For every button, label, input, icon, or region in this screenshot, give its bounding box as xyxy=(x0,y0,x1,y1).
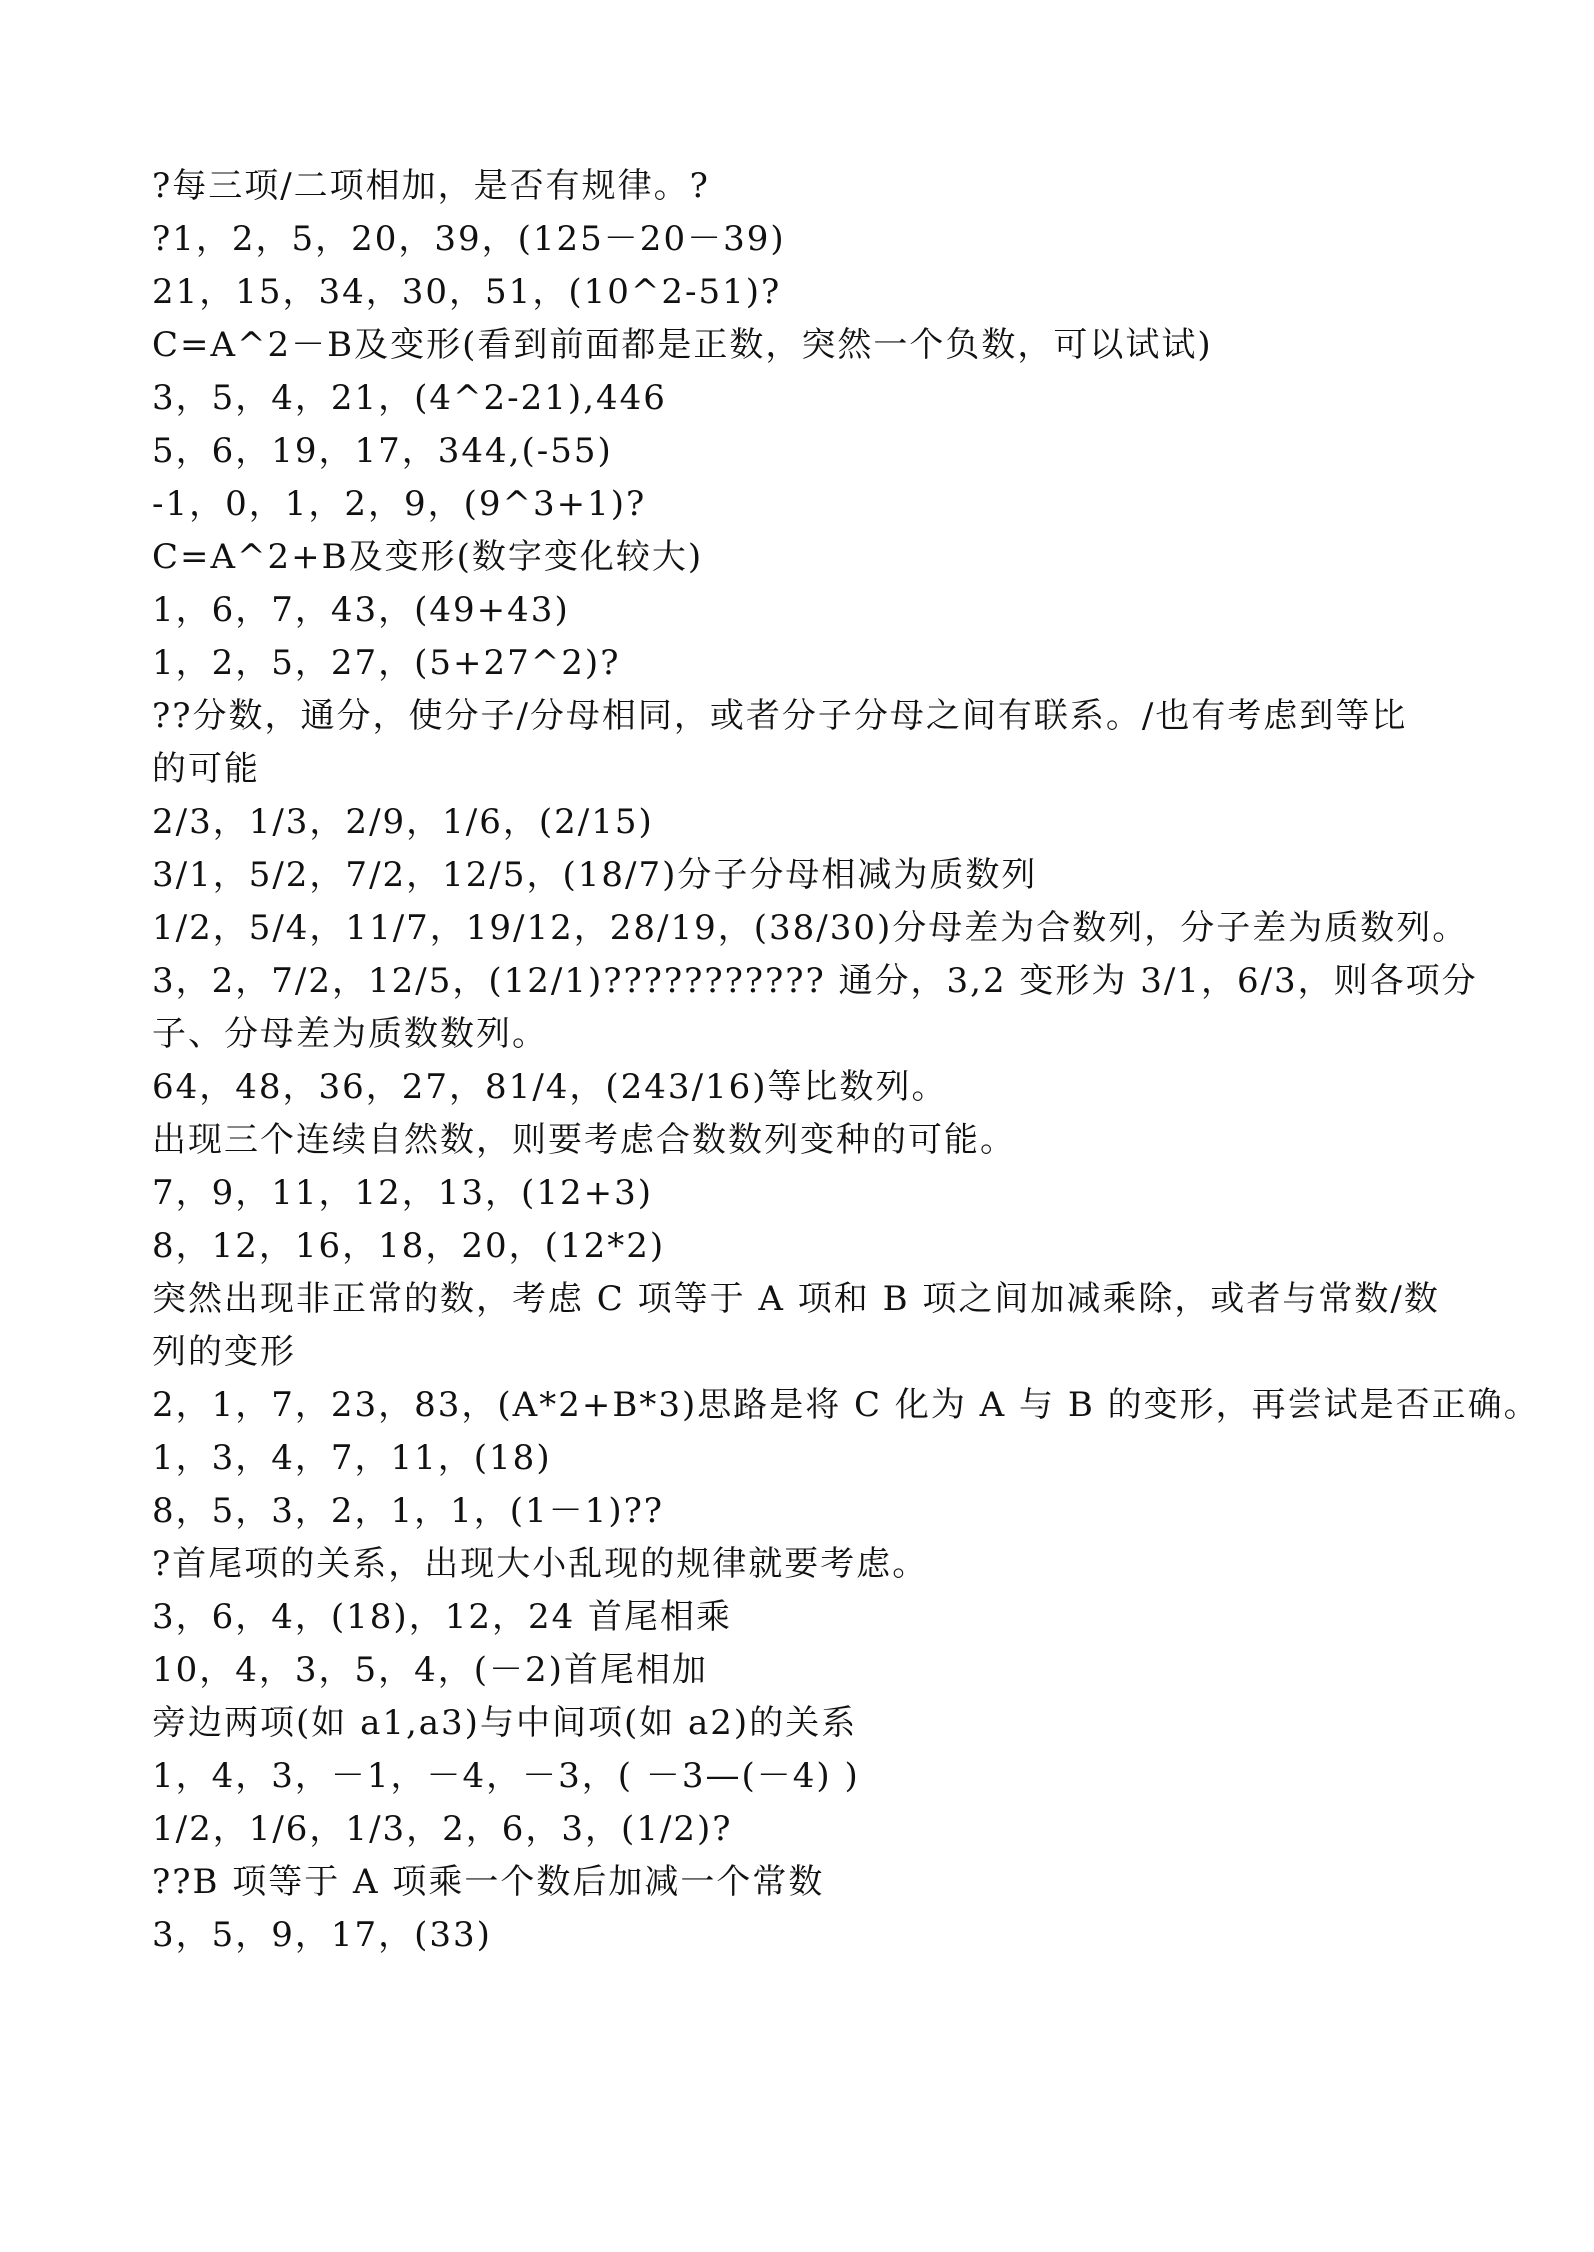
text-line: 3，5，4，21，(4^2-21),446 xyxy=(152,378,667,418)
text-line: 10，4，3，5，4，(－2)首尾相加 xyxy=(152,1650,708,1690)
text-line: 旁边两项(如 a1,a3)与中间项(如 a2)的关系 xyxy=(152,1703,858,1743)
text-line: 8，5，3，2，1，1，(1－1)?? xyxy=(152,1491,665,1531)
text-line: 3，5，9，17，(33) xyxy=(152,1915,492,1955)
text-line: 1，4，3，－1，－4，－3，( －3—(－4) ) xyxy=(152,1756,860,1796)
text-line: 1，2，5，27，(5+27^2)? xyxy=(152,643,621,683)
text-line: C=A^2－B及变形(看到前面都是正数，突然一个负数，可以试试) xyxy=(152,325,1213,365)
text-line: ?每三项/二项相加，是否有规律。? xyxy=(152,166,710,206)
text-line: 64，48，36，27，81/4，(243/16)等比数列。 xyxy=(152,1067,948,1107)
text-line: 子、分母差为质数数列。 xyxy=(152,1014,548,1054)
text-line: 2，1，7，23，83，(A*2+B*3)思路是将 C 化为 A 与 B 的变形，再尝试是否正确。 xyxy=(152,1385,1540,1425)
text-line: ?1，2，5，20，39，(125－20－39) xyxy=(152,219,786,259)
text-line: 5，6，19，17，344,(-55) xyxy=(152,431,613,471)
text-line: 21，15，34，30，51，(10^2-51)? xyxy=(152,272,782,312)
text-line: 列的变形 xyxy=(152,1332,296,1372)
text-line: 2/3，1/3，2/9，1/6，(2/15) xyxy=(152,802,654,842)
text-line: 的可能 xyxy=(152,749,260,789)
text-line: 出现三个连续自然数，则要考虑合数数列变种的可能。 xyxy=(152,1120,1016,1160)
text-line: ??分数，通分，使分子/分母相同，或者分子分母之间有联系。/也有考虑到等比 xyxy=(152,696,1408,736)
text-line: 3/1，5/2，7/2，12/5，(18/7)分子分母相减为质数列 xyxy=(152,855,1038,895)
text-line: ??B 项等于 A 项乘一个数后加减一个常数 xyxy=(152,1862,825,1902)
text-line: 8，12，16，18，20，(12*2) xyxy=(152,1226,666,1266)
text-line: 突然出现非正常的数，考虑 C 项等于 A 项和 B 项之间加减乘除，或者与常数/数 xyxy=(152,1279,1440,1319)
text-line: -1，0，1，2，9，(9^3+1)? xyxy=(152,484,647,524)
text-line: 3，6，4，(18)，12，24 首尾相乘 xyxy=(152,1597,733,1637)
text-line: 1，6，7，43，(49+43) xyxy=(152,590,570,630)
text-line: ?首尾项的关系，出现大小乱现的规律就要考虑。 xyxy=(152,1544,929,1584)
text-line: C=A^2+B及变形(数字变化较大) xyxy=(152,537,704,577)
text-line: 1/2，5/4，11/7，19/12，28/19，(38/30)分母差为合数列，分子差为质数列。 xyxy=(152,908,1469,948)
document-page xyxy=(152,160,1540,1962)
text-line: 3，2，7/2，12/5，(12/1)??????????? 通分，3,2 变形为 3/1，6/3，则各项分 xyxy=(152,961,1478,1001)
text-line: 1，3，4，7，11，(18) xyxy=(152,1438,552,1478)
text-line: 1/2，1/6，1/3，2，6，3，(1/2)? xyxy=(152,1809,733,1849)
text-line: 7，9，11，12，13，(12+3) xyxy=(152,1173,653,1213)
